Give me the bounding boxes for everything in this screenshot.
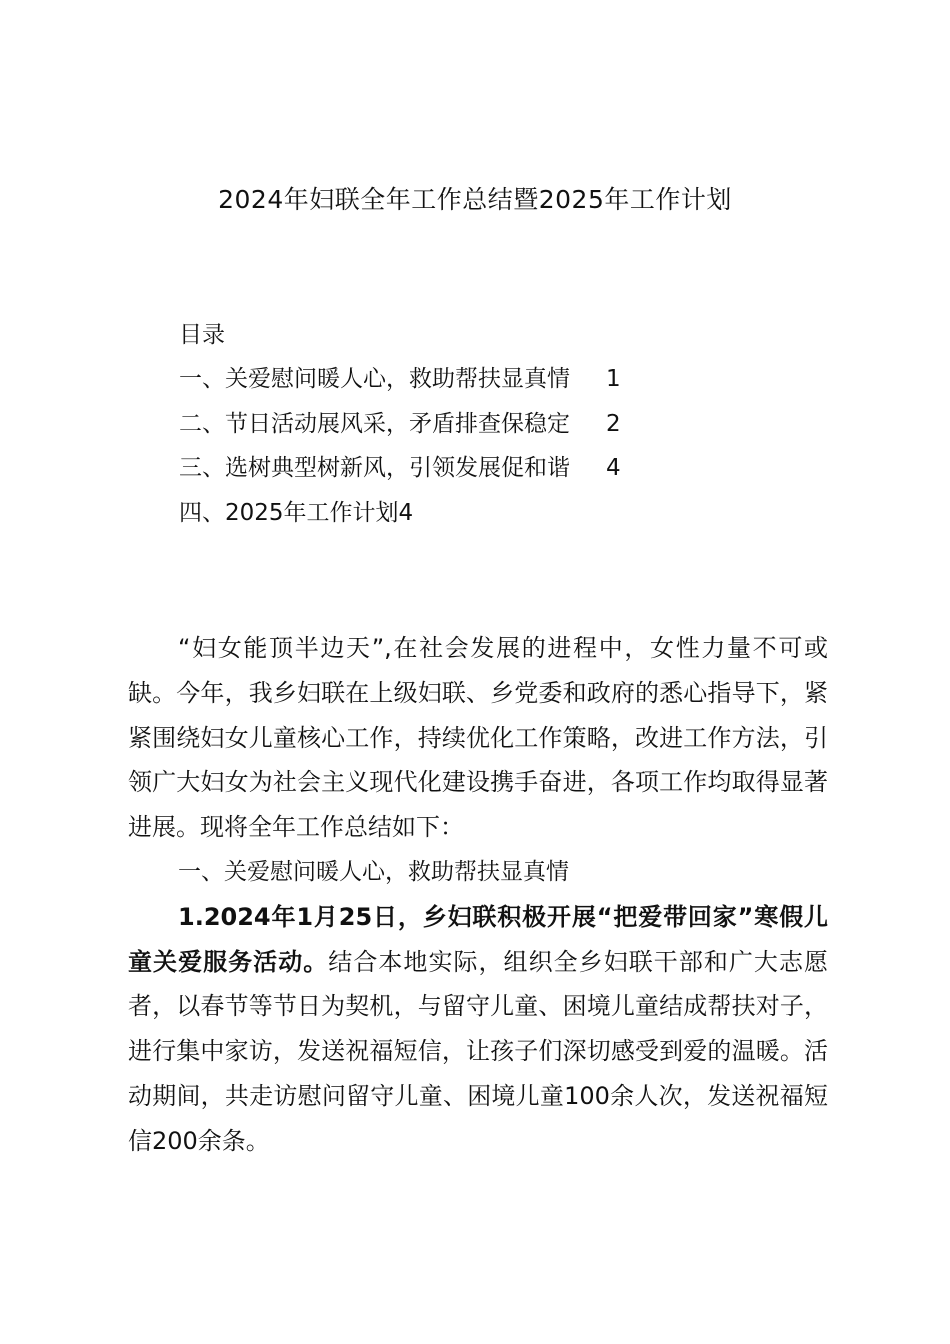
toc-item[interactable] (179, 357, 739, 402)
paragraph-lead-bold: 1.2024年1月25日，乡妇联积极开展“把爱带回家”寒假儿童关爱服务活动。 (128, 902, 828, 976)
document-title: 2024年妇联全年工作总结暨2025年工作计划 (218, 185, 732, 214)
toc-item-label: 四、2025年工作计划 (179, 500, 399, 527)
document-body (128, 626, 828, 1164)
intro-paragraph: “妇女能顶半边天”,在社会发展的进程中，女性力量不可或缺。今年，我乡妇联在上级妇联、乡党委和政府的悉心指导下，紧紧围绕妇女儿童核心工作，持续优化工作策略，改进工作方法，引领广大妇女为社会主义现代化建设携手奋进，各项工作均取得显著进展。现将全年工作总结如下： (128, 634, 828, 842)
toc-item-label: 三、选树典型树新风，引领发展促和谐 (179, 455, 570, 482)
toc-item-page: 4 (606, 455, 621, 482)
toc-item-label: 一、关爱慰问暖人心，救助帮扶显真情 (179, 366, 570, 393)
toc-item[interactable] (179, 491, 739, 536)
toc-heading: 目录 (179, 322, 225, 348)
toc-item[interactable] (179, 402, 739, 447)
section-heading: 一、关爱慰问暖人心，救助帮扶显真情 (178, 858, 569, 885)
toc-item-page: 2 (606, 410, 621, 437)
toc-item-page: 4 (398, 500, 414, 527)
section-paragraph (128, 895, 828, 1164)
toc-item[interactable] (179, 446, 739, 491)
toc-item-page: 1 (606, 366, 621, 393)
table-of-contents (179, 313, 739, 535)
paragraph-text: 结合本地实际，组织全乡妇联干部和广大志愿者，以春节等节日为契机，与留守儿童、困境儿童结成帮扶对子，进行集中家访，发送祝福短信，让孩子们深切感受到爱的温暖。活动期间，共走访慰问留守儿童、困境儿童100余人次，发送祝福短信200余条。 (128, 947, 828, 1155)
toc-item-label: 二、节日活动展风采，矛盾排查保稳定 (179, 410, 570, 437)
